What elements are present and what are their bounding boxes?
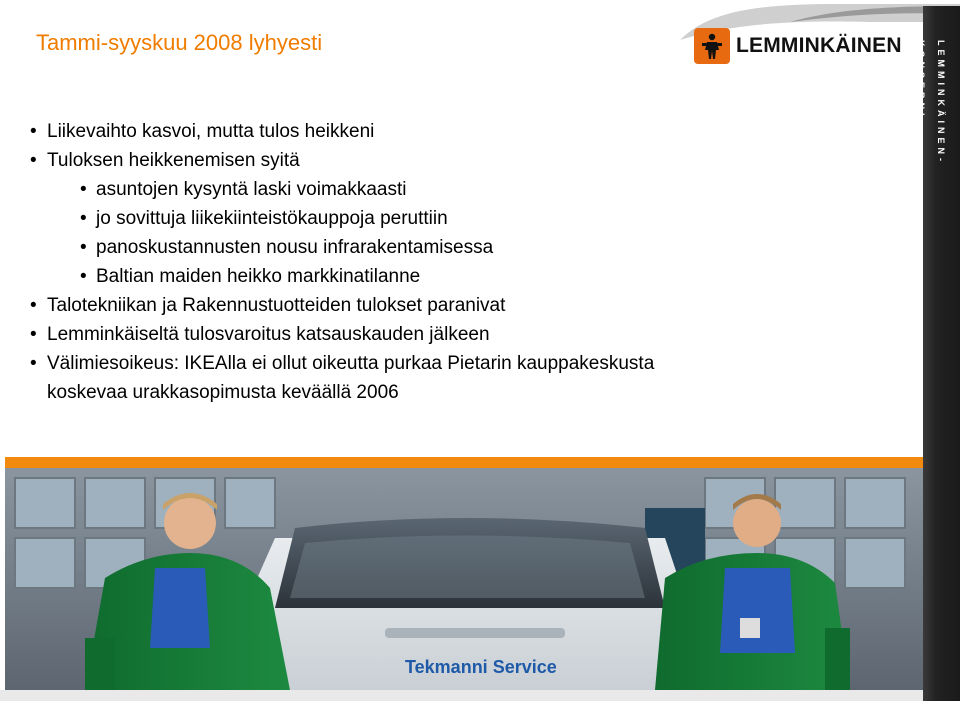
van-decal-text: Tekmanni Service <box>405 657 557 677</box>
bullet-list <box>30 117 910 407</box>
worker-figure-icon <box>694 28 730 64</box>
list-item: • Baltian maiden heikko markkinatilanne <box>80 266 421 287</box>
slide-title: Tammi-syyskuu 2008 lyhyesti <box>36 30 323 55</box>
list-item: • Talotekniikan ja Rakennustuotteiden tulokset paranivat <box>30 295 506 316</box>
list-item-continuation: koskevaa urakkasopimusta keväällä 2006 <box>47 382 399 403</box>
photo-top-border <box>5 457 923 468</box>
list-item: • jo sovittuja liikekiinteistökauppoja peruttiin <box>80 208 448 229</box>
side-brand-text: LEMMINKÄINEN-KONSERNI <box>916 40 946 165</box>
list-item: • Välimiesoikeus: IKEAlla ei ollut oikeutta purkaa Pietarin kauppakeskusta <box>30 353 655 374</box>
list-item: • panoskustannusten nousu infrarakentamisessa <box>80 237 494 258</box>
list-item: • Tuloksen heikkenemisen syitä <box>30 150 300 171</box>
company-logo <box>694 28 902 64</box>
list-item: • Liikevaihto kasvoi, mutta tulos heikkeni <box>30 121 375 142</box>
bottom-strip <box>0 690 923 701</box>
list-item: • asuntojen kysyntä laski voimakkaasti <box>80 179 407 200</box>
workers-van-photo <box>5 468 923 690</box>
logo-wordmark: LEMMINKÄINEN <box>736 34 902 57</box>
list-item: • Lemminkäiseltä tulosvaroitus katsauskauden jälkeen <box>30 324 490 345</box>
